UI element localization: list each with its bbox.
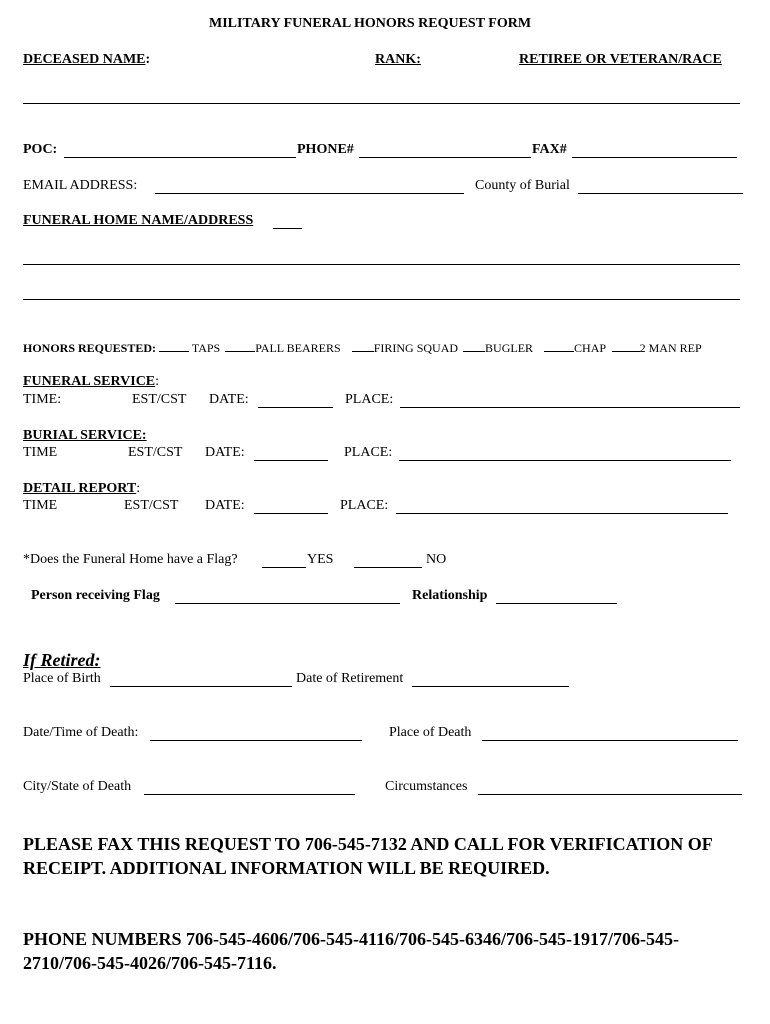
burial-service-date-input[interactable]	[254, 460, 328, 461]
burial-service-place-label: PLACE:	[344, 445, 393, 460]
bugler-checkbox-line[interactable]	[463, 350, 485, 352]
deceased-info-line[interactable]	[23, 103, 740, 104]
fax-label: FAX#	[532, 142, 567, 157]
place-of-death-input[interactable]	[482, 740, 738, 741]
detail-report-colon: :	[136, 481, 141, 496]
honors-row	[23, 342, 702, 354]
county-input-line[interactable]	[578, 193, 743, 194]
flag-no-line[interactable]	[354, 567, 422, 568]
honor-bugler: BUGLER	[485, 341, 534, 355]
funeral-home-label: FUNERAL HOME NAME/ADDRESS	[23, 213, 254, 228]
honor-firing-squad: FIRING SQUAD	[373, 341, 459, 355]
poc-label: POC:	[23, 142, 58, 157]
detail-report-heading-text: DETAIL REPORT	[23, 481, 137, 496]
relationship-input[interactable]	[496, 603, 617, 604]
detail-report-place-label: PLACE:	[340, 498, 389, 513]
relationship-label: Relationship	[412, 588, 488, 603]
honor-two-man-rep: 2 MAN REP	[639, 341, 702, 355]
date-time-death-label: Date/Time of Death:	[23, 725, 139, 740]
burial-service-time-label: TIME	[23, 445, 58, 460]
circumstances-label: Circumstances	[385, 779, 468, 794]
funeral-home-line-1[interactable]	[23, 264, 740, 265]
flag-question: *Does the Funeral Home have a Flag?	[23, 552, 238, 567]
pall-bearers-checkbox-line[interactable]	[225, 350, 255, 352]
detail-report-heading	[23, 482, 140, 496]
detail-report-date-label: DATE:	[205, 498, 245, 513]
detail-report-date-input[interactable]	[254, 513, 328, 514]
taps-checkbox-line[interactable]	[159, 350, 189, 352]
fax-instructions: PLEASE FAX THIS REQUEST TO 706-545-7132 AND CALL FOR VERIFICATION OF RECEIPT. ADDITIONAL INFORMATION WILL BE REQUIRED.	[23, 834, 713, 878]
deceased-name-colon: :	[145, 52, 151, 67]
funeral-service-place-label: PLACE:	[345, 392, 394, 407]
if-retired-heading: If Retired:	[23, 650, 101, 670]
date-time-death-input[interactable]	[150, 740, 362, 741]
funeral-service-tz: EST/CST	[132, 392, 187, 407]
retiree-veteran-race-label: RETIREE OR VETERAN/RACE	[519, 52, 722, 67]
honor-pall-bearers: PALL BEARERS	[255, 341, 341, 355]
person-receiving-flag-label: Person receiving Flag	[31, 588, 160, 603]
detail-report-place-input[interactable]	[396, 513, 728, 514]
date-of-retirement-input[interactable]	[412, 686, 569, 687]
flag-no-label: NO	[426, 552, 447, 567]
phone-label: PHONE#	[297, 142, 354, 157]
flag-yes-label: YES	[307, 552, 334, 567]
email-input-line[interactable]	[155, 193, 464, 194]
honors-colon: :	[152, 341, 157, 355]
email-label: EMAIL ADDRESS:	[23, 178, 138, 193]
deceased-name-text: DECEASED NAME	[23, 52, 146, 67]
county-label: County of Burial	[475, 178, 570, 193]
place-of-death-label: Place of Death	[389, 725, 472, 740]
funeral-service-heading-text: FUNERAL SERVICE	[23, 374, 156, 389]
phone-input-line[interactable]	[359, 157, 531, 158]
form-title: MILITARY FUNERAL HONORS REQUEST FORM	[209, 16, 532, 31]
place-of-birth-label: Place of Birth	[23, 671, 101, 686]
burial-service-place-input[interactable]	[399, 460, 731, 461]
city-state-death-input[interactable]	[144, 794, 355, 795]
fax-input-line[interactable]	[572, 157, 737, 158]
detail-report-tz: EST/CST	[124, 498, 179, 513]
honor-chap: CHAP	[574, 341, 606, 355]
rank-label: RANK:	[375, 52, 421, 67]
person-receiving-flag-input[interactable]	[175, 603, 400, 604]
poc-input-line[interactable]	[64, 157, 296, 158]
date-of-retirement-label: Date of Retirement	[296, 671, 404, 686]
funeral-service-heading	[23, 375, 159, 389]
burial-service-date-label: DATE:	[205, 445, 245, 460]
honor-taps: TAPS	[191, 341, 221, 355]
funeral-service-colon: :	[155, 374, 160, 389]
detail-report-time-label: TIME	[23, 498, 58, 513]
burial-service-tz: EST/CST	[128, 445, 183, 460]
flag-yes-line[interactable]	[262, 567, 306, 568]
circumstances-input[interactable]	[478, 794, 742, 795]
city-state-death-label: City/State of Death	[23, 779, 132, 794]
chap-checkbox-line[interactable]	[544, 350, 574, 352]
funeral-service-date-label: DATE:	[209, 392, 249, 407]
funeral-service-date-input[interactable]	[258, 407, 333, 408]
honors-label: HONORS REQUESTED	[23, 341, 153, 355]
deceased-name-label	[23, 53, 150, 67]
place-of-birth-input[interactable]	[110, 686, 292, 687]
two-man-rep-checkbox-line[interactable]	[612, 350, 640, 352]
funeral-service-place-input[interactable]	[400, 407, 740, 408]
phone-numbers: PHONE NUMBERS 706-545-4606/706-545-4116/706-545-6346/706-545-1917/706-545-2710/706-545-4026/706-545-7116.	[23, 929, 679, 973]
funeral-service-time-label: TIME:	[23, 392, 62, 407]
funeral-home-line-2[interactable]	[23, 299, 740, 300]
burial-service-heading: BURIAL SERVICE:	[23, 428, 147, 443]
funeral-home-trailing-line	[273, 228, 302, 229]
firing-squad-checkbox-line[interactable]	[352, 350, 374, 352]
